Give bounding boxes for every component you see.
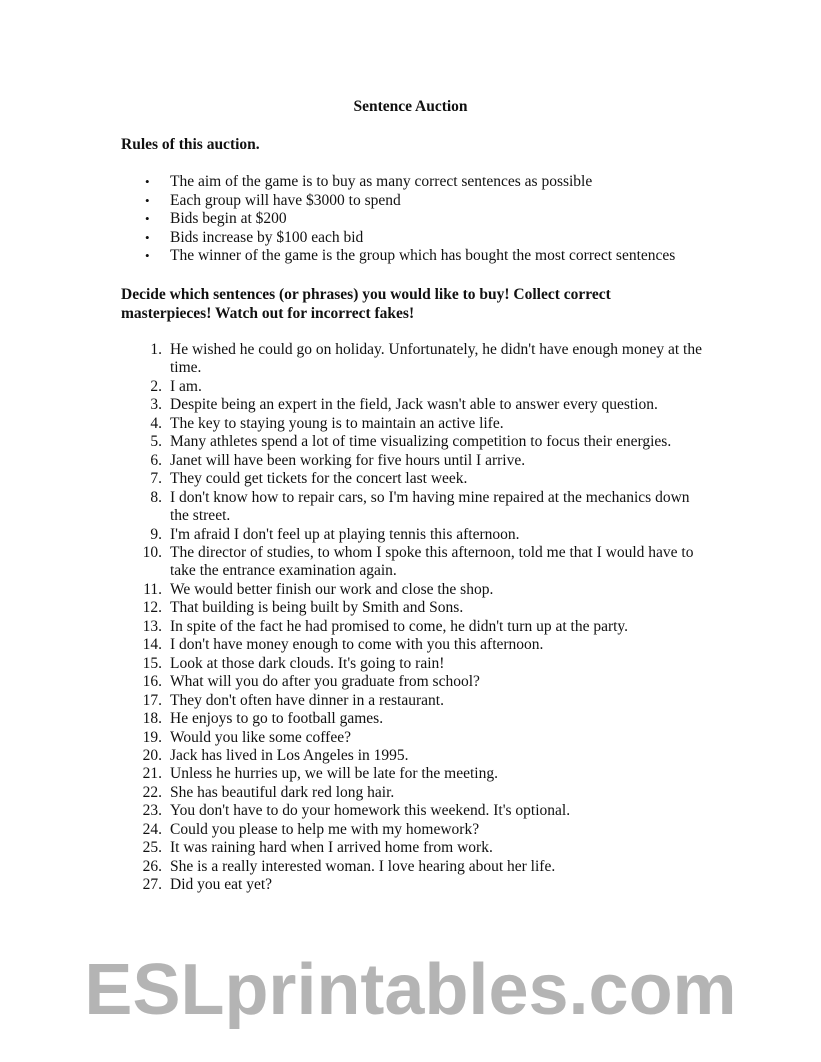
sentence-item — [0, 692, 710, 710]
sentence-number: 26. — [142, 857, 162, 875]
sentence-number: 14. — [142, 636, 162, 654]
sentence-text: Unless he hurries up, we will be late for the meeting. — [170, 765, 498, 783]
bullet-icon: • — [145, 192, 150, 208]
page-title: Sentence Auction — [353, 98, 468, 115]
sentence-number: 24. — [142, 820, 162, 838]
sentence-item — [0, 378, 710, 396]
sentence-number: 22. — [142, 783, 162, 801]
rule-item — [0, 173, 675, 192]
sentence-item — [0, 876, 710, 894]
sentence-number: 10. — [142, 543, 162, 561]
rule-text: Each group will have $3000 to spend — [170, 191, 401, 209]
sentence-number: 11. — [143, 580, 162, 598]
sentence-item — [0, 821, 710, 839]
sentence-text: Did you eat yet? — [170, 876, 273, 894]
bullet-icon: • — [145, 229, 150, 245]
sentence-text: Look at those dark clouds. It's going to rain! — [170, 654, 445, 672]
sentence-text: I don't know how to repair cars, so I'm having mine repaired at the mechanics down the street. — [170, 488, 690, 525]
sentence-item — [0, 710, 710, 728]
sentence-item — [0, 415, 710, 433]
sentence-text: He enjoys to go to football games. — [170, 710, 384, 728]
sentence-text: She is a really interested woman. I love hearing about her life. — [170, 857, 556, 875]
rule-text: Bids begin at $200 — [170, 210, 287, 227]
sentence-text: She has beautiful dark red long hair. — [170, 783, 395, 801]
bullet-icon: • — [145, 211, 150, 226]
sentence-number: 13. — [142, 617, 162, 635]
sentence-text: I don't have money enough to come with you this afternoon. — [170, 636, 544, 654]
sentence-item — [0, 636, 710, 654]
sentence-text: What will you do after you graduate from school? — [170, 673, 480, 691]
sentence-text: In spite of the fact he had promised to come, he didn't turn up at the party. — [170, 617, 629, 635]
sentence-item — [0, 618, 710, 636]
sentence-number: 8. — [150, 488, 162, 506]
sentence-text: We would better finish our work and close the shop. — [170, 580, 494, 598]
sentence-item — [0, 747, 710, 765]
sentence-list — [0, 341, 710, 895]
sentence-text: Janet will have been working for five hours until I arrive. — [170, 451, 526, 469]
sentence-text: Despite being an expert in the field, Jack wasn't able to answer every question. — [170, 396, 658, 414]
sentence-text: Many athletes spend a lot of time visualizing competition to focus their energies. — [170, 433, 672, 451]
sentence-item — [0, 470, 710, 488]
sentence-text: It was raining hard when I arrived home from work. — [170, 839, 493, 857]
bullet-icon: • — [145, 174, 150, 189]
instructions: Decide which sentences (or phrases) you would like to buy! Collect correct masterpieces! Watch out for incorrect fakes! — [121, 286, 611, 322]
sentence-item — [0, 729, 710, 747]
rule-text: The winner of the game is the group which has bought the most correct sentences — [170, 247, 676, 264]
sentence-number: 5. — [150, 433, 162, 451]
rules-list — [0, 173, 675, 266]
sentence-number: 17. — [142, 691, 162, 709]
sentence-item — [0, 526, 710, 544]
sentence-number: 18. — [142, 710, 162, 728]
sentence-item — [0, 858, 710, 876]
rule-item — [0, 210, 675, 229]
sentence-number: 12. — [142, 599, 162, 617]
sentence-number: 3. — [150, 396, 162, 414]
sentence-number: 23. — [142, 802, 162, 820]
sentence-item — [0, 452, 710, 470]
sentence-text: They don't often have dinner in a restaurant. — [170, 691, 444, 709]
sentence-item — [0, 802, 710, 820]
sentence-number: 15. — [142, 654, 162, 672]
sentence-number: 27. — [142, 876, 162, 894]
rule-text: Bids increase by $100 each bid — [170, 228, 364, 246]
sentence-item — [0, 784, 710, 802]
sentence-item — [0, 599, 710, 617]
sentence-text: Would you like some coffee? — [170, 728, 351, 746]
sentence-item — [0, 341, 710, 378]
bullet-icon: • — [145, 248, 150, 263]
sentence-text: The key to staying young is to maintain an active life. — [170, 414, 504, 432]
rule-item — [0, 229, 675, 248]
rule-text: The aim of the game is to buy as many correct sentences as possible — [170, 173, 593, 190]
sentence-item — [0, 655, 710, 673]
sentence-item — [0, 433, 710, 451]
sentence-text: They could get tickets for the concert last week. — [170, 470, 468, 488]
sentence-number: 4. — [150, 414, 162, 432]
sentence-number: 6. — [150, 451, 162, 469]
sentence-item — [0, 489, 710, 526]
rule-item — [0, 247, 675, 266]
sentence-number: 21. — [142, 765, 162, 783]
sentence-text: He wished he could go on holiday. Unfortunately, he didn't have enough money at the time. — [170, 341, 702, 377]
sentence-text: You don't have to do your homework this weekend. It's optional. — [170, 802, 571, 820]
sentence-item — [0, 396, 710, 414]
sentence-number: 16. — [142, 673, 162, 691]
sentence-text: I'm afraid I don't feel up at playing tennis this afternoon. — [170, 525, 520, 543]
sentence-number: 20. — [142, 746, 162, 764]
sentence-item — [0, 544, 710, 581]
sentence-number: 25. — [142, 839, 162, 857]
sentence-number: 1. — [150, 341, 162, 358]
sentence-number: 19. — [142, 728, 162, 746]
sentence-text: I am. — [170, 377, 202, 395]
watermark: ESLprintables.com — [84, 950, 737, 1030]
sentence-number: 9. — [150, 525, 162, 543]
sentence-item — [0, 839, 710, 857]
sentence-text: That building is being built by Smith and Sons. — [170, 599, 464, 617]
sentence-text: The director of studies, to whom I spoke this afternoon, told me that I would have to take the entrance examination again. — [170, 543, 694, 580]
rules-heading: Rules of this auction. — [121, 136, 260, 153]
sentence-text: Jack has lived in Los Angeles in 1995. — [170, 746, 409, 764]
sentence-number: 7. — [150, 470, 162, 488]
sentence-text: Could you please to help me with my homework? — [170, 820, 480, 838]
sentence-item — [0, 581, 710, 599]
sentence-item — [0, 765, 710, 783]
sentence-item — [0, 673, 710, 691]
sentence-number: 2. — [150, 377, 162, 395]
rule-item — [0, 192, 675, 211]
